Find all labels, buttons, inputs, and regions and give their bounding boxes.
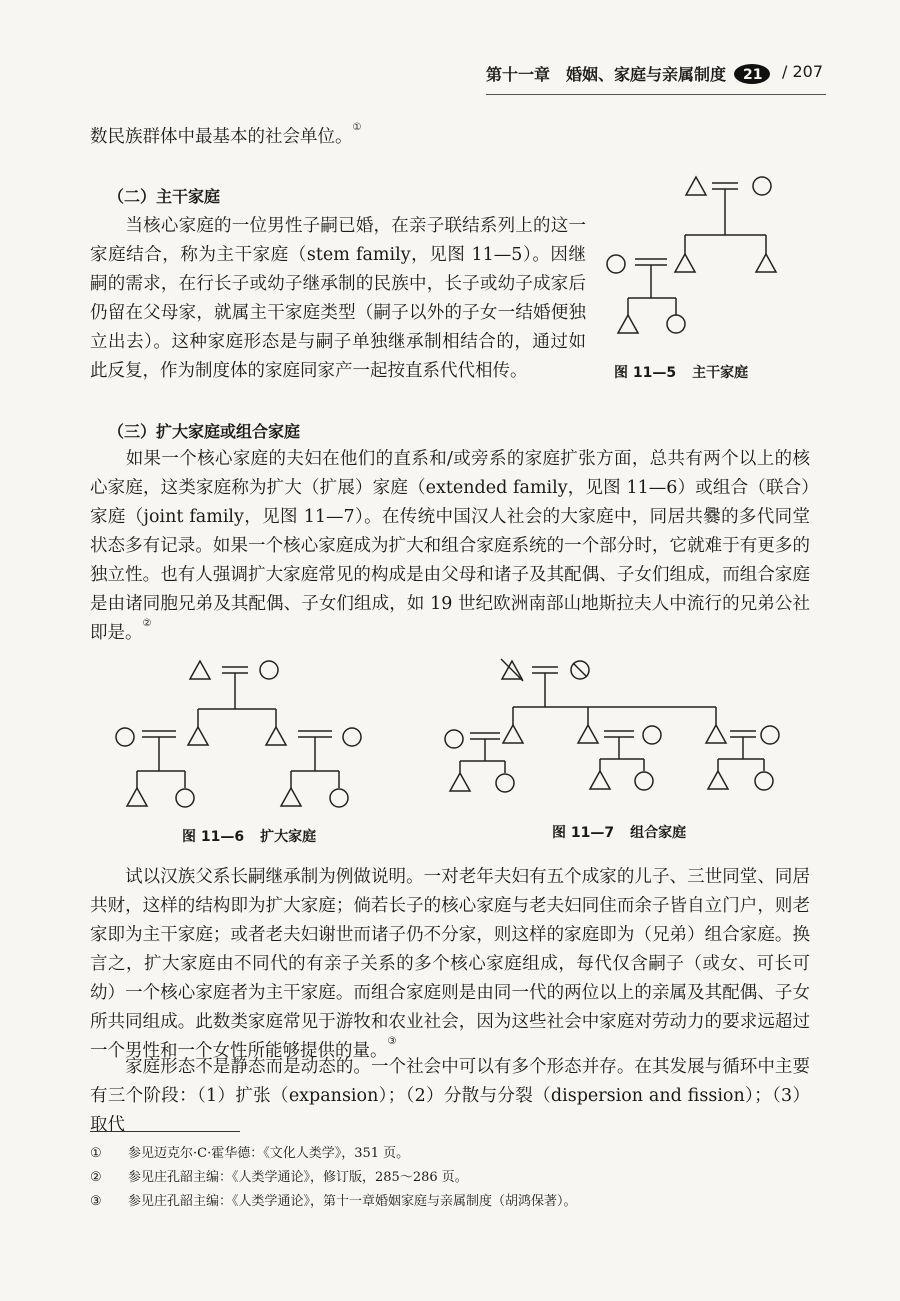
footnote-ref-2: ② [142, 618, 152, 629]
figure-11-7-diagram [440, 655, 780, 805]
section-heading-extended-family: （三）扩大家庭或组合家庭 [108, 422, 301, 441]
header-rule [486, 94, 826, 95]
footnote-rule [90, 1131, 240, 1132]
svg-text:21: 21 [743, 67, 763, 83]
footnote-2: ② 参见庄孔韶主编：《人类学通论》，修订版，285～286 页。 [90, 1170, 468, 1185]
figure-11-6-diagram [112, 655, 362, 815]
chapter-title: 第十一章 婚姻、家庭与亲属制度 [486, 65, 727, 84]
footnote-ref-3: ③ [387, 1036, 397, 1047]
figure-11-7-caption: 图 11—7 组合家庭 [552, 825, 687, 841]
paragraph-continuation: 数民族群体中最基本的社会单位。① [90, 122, 362, 147]
running-header [486, 58, 846, 90]
paragraph-example: 试以汉族父系长嗣继承制为例做说明。一对老年夫妇有五个成家的儿子、三世同堂、同居共财，这样的结构即为扩大家庭；倘若长子的核心家庭与老夫妇同住而余子皆自立门户，则老家即为主干家庭；或者老夫妇谢世而诸子仍不分家，则这样的家庭即为（兄弟）组合家庭。换言之，扩大家庭由不同代的有亲子关系的多个核心家庭组成，每代仅含嗣子（或女、可长可幼）一个核心家庭者为主干家庭。而组合家庭则是由同一代的两位以上的亲属及其配偶、子女所共同组成。此数类家庭常见于游牧和农业社会，因为这些社会中家庭对劳动力的要求远超过一个男性和一个女性所能够提供的量。③ [90, 867, 810, 1061]
footnote-1: ① 参见迈克尔·C·霍华德：《文化人类学》，351 页。 [90, 1146, 410, 1161]
footnote-ref-1: ① [352, 122, 362, 133]
page-number: / 207 [782, 62, 824, 81]
paragraph-stem-family: 当核心家庭的一位男性子嗣已婚，在亲子联结系列上的这一家庭结合，称为主干家庭（stem family，见图 11—5）。因继嗣的需求，在行长子或幼子继承制的民族中，长子或幼子成家后仍留在父母家，就属主干家庭类型（嗣子以外的子女一结婚便独立出去）。这种家庭形态是与嗣子单独继承制相结合的，通过如此反复，作为制度体的家庭同家产一起按直系代代相传。 [90, 216, 586, 381]
section-heading-stem-family: （二）主干家庭 [108, 187, 221, 206]
publisher-logo-icon [732, 58, 772, 86]
figure-11-5-caption: 图 11—5 主干家庭 [614, 365, 749, 381]
figure-11-6-caption: 图 11—6 扩大家庭 [182, 829, 317, 845]
paragraph-dynamics: 家庭形态不是静态而是动态的。一个社会中可以有多个形态并存。在其发展与循环中主要有三个阶段：（1）扩张（expansion）；（2）分散与分裂（dispersion and fission）；（3）取代 [90, 1057, 810, 1135]
paragraph-extended-family: 如果一个核心家庭的夫妇在他们的直系和/或旁系的家庭扩张方面，总共有两个以上的核心家庭，这类家庭称为扩大（扩展）家庭（extended family，见图 11—6）或组合（联合）家庭（joint family，见图 11—7）。在传统中国汉人社会的大家庭中，同居共爨的多代同堂状态多有记录。如果一个核心家庭成为扩大和组合家庭系统的一个部分时，它就难于有更多的独立性。也有人强调扩大家庭常见的构成是由父母和诸子及其配偶、子女们组成，而组合家庭是由诸同胞兄弟及其配偶、子女们组成，如 19 世纪欧洲南部山地斯拉夫人中流行的兄弟公社即是。② [90, 449, 810, 643]
figure-11-5-diagram [598, 170, 788, 340]
footnote-3: ③ 参见庄孔韶主编：《人类学通论》，第十一章婚姻家庭与亲属制度（胡鸿保著）。 [90, 1194, 577, 1209]
